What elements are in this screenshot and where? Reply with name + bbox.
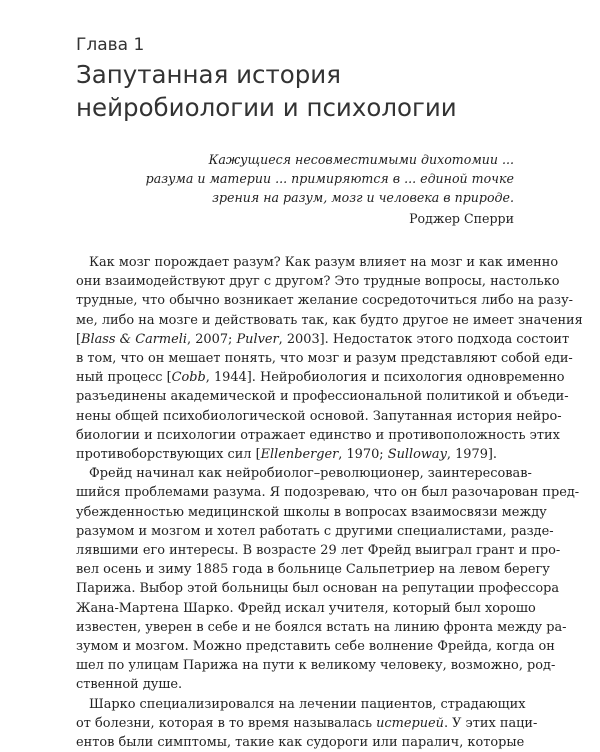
text-line: известен, уверен в себе и не боялся встать на линию фронта между ра- [76,619,567,635]
text-line: вел осень и зиму 1885 года в больнице Сальпетриер на левом берегу [76,562,550,578]
chapter-title-line: Запутанная история [76,60,341,89]
text-line [76,368,565,387]
text-line: Как мозг порождает разум? Как разум влияет на мозг и как именно [89,255,559,270]
text-line: ме, либо на мозге и действовать так, как будто другое не имеет значения [76,312,583,328]
paragraph-3 [76,695,538,752]
text-line: убежденностью медицинской школы в вопросах взаимосвязи между [76,504,547,520]
text-line: Парижа. Выбор этой больницы был основан на репутации профессора [76,581,560,597]
text-line [76,330,570,349]
text-line: разумом и мозгом и хотел работать с другими специалистами, разде- [76,523,554,539]
text-line: шийся проблемами разума. Я подозреваю, что он был разочарован пред- [76,485,580,501]
text-line: в том, что он мешает понять, что мозг и разум представляют собой еди- [76,351,573,367]
text-run: , 2003]. Недостаток этого подхода состоит [278,331,570,347]
citation-author: Ellenberger [260,447,339,463]
text-line: зумом и мозгом. Можно представить себе волнение Фрейда, когда он [76,639,555,655]
text-run: , 1979]. [446,447,498,463]
citation-author: Pulver [236,331,279,347]
text-run: , 2007; [187,331,237,347]
epigraph-author: Роджер Сперри [409,211,514,226]
text-line [76,714,538,733]
text-line: они взаимодействуют друг с другом? Это трудные вопросы, настолько [76,274,560,290]
text-run: ный процесс [ [76,370,172,386]
text-line: нены общей психобиологической основой. Запутанная история нейро- [76,408,562,424]
text-line: биологии и психологии отражает единство и противоположность этих [76,427,560,443]
text-line: ственной душе. [76,677,183,693]
epigraph-line: Кажущиеся несовместимыми дихотомии ... [208,152,514,167]
chapter-label: Глава 1 [76,35,145,55]
text-line: лявшими его интересы. В возрасте 29 лет Фрейд выиграл грант и про- [76,543,561,559]
text-run: противоборствующих сил [ [76,447,261,463]
text-run: от болезни, которая в то время называлась [76,715,377,731]
text-run: , 1944]. Нейробиология и психология одновременно [205,370,565,386]
epigraph-line: зрения на разум, мозг и человека в природе. [212,190,514,205]
body-text [76,253,583,752]
citation-author: Blass & Carmeli [81,331,188,347]
chapter-title-line: нейробиологии и психологии [76,93,457,122]
emphasis-term: истерией [376,715,444,731]
paragraph-1 [76,253,583,464]
text-line: шел по улицам Парижа на пути к великому человеку, возможно, род- [76,658,556,674]
paragraph-2 [76,464,580,694]
text-line: Шарко специализировался на лечении пациентов, страдающих [89,696,526,712]
chapter-title [76,58,546,124]
text-run: [ [76,331,82,347]
text-line: ентов были симптомы, такие как судороги или паралич, которые [76,735,525,751]
text-line: Жана-Мартена Шарко. Фрейд искал учителя, который был хорошо [76,600,536,616]
citation-author: Sulloway [387,447,447,463]
text-run: , 1970; [338,447,388,463]
epigraph-line: разума и материи ... примиряются в ... единой точке [145,171,514,186]
text-line [76,445,514,464]
text-line: Фрейд начинал как нейробиолог–революционер, заинтересовав- [89,466,532,482]
text-run: . У этих паци- [443,715,538,731]
text-line: трудные, что обычно возникает желание сосредоточиться либо на разу- [76,293,574,309]
epigraph [134,150,514,228]
text-line: разъединены академической и профессиональной политикой и объеди- [76,389,569,405]
citation-author: Cobb [171,370,206,386]
